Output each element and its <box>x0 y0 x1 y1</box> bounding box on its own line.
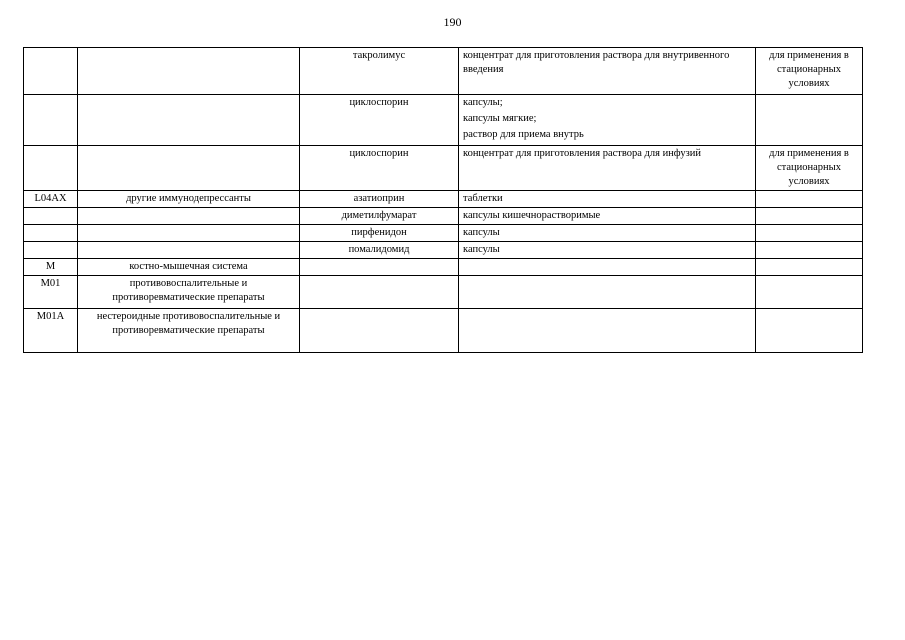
atc-code-cell <box>24 242 78 259</box>
note-cell: для применения в стационарных условиях <box>756 146 863 191</box>
page-number: 190 <box>443 15 462 29</box>
note-cell <box>756 309 863 353</box>
table-row <box>24 242 863 259</box>
table-row <box>24 146 863 191</box>
atc-group-cell <box>78 208 300 225</box>
note-cell <box>756 191 863 208</box>
note-cell: для применения в стационарных условиях <box>756 48 863 95</box>
note-cell <box>756 276 863 309</box>
dosage-form-line: капсулы; <box>463 97 503 108</box>
atc-code-cell: M01 <box>24 276 78 309</box>
dosage-form-cell <box>459 242 756 259</box>
atc-group-cell: противовоспалительные и противоревматические препараты <box>78 276 300 309</box>
table-row <box>24 225 863 242</box>
table-row <box>24 276 863 309</box>
inn-cell: циклоспорин <box>300 95 459 146</box>
inn-cell: азатиоприн <box>300 191 459 208</box>
dosage-form-cell <box>459 309 756 353</box>
table-row <box>24 208 863 225</box>
atc-group-cell <box>78 48 300 95</box>
inn-cell: циклоспорин <box>300 146 459 191</box>
atc-group-cell: нестероидные противовоспалительные и противоревматические препараты <box>78 309 300 353</box>
atc-group-cell <box>78 146 300 191</box>
dosage-form-line: таблетки <box>463 193 503 204</box>
note-cell <box>756 208 863 225</box>
dosage-form-cell <box>459 225 756 242</box>
inn-cell: диметилфумарат <box>300 208 459 225</box>
atc-code-cell <box>24 48 78 95</box>
table-row <box>24 259 863 276</box>
table-row <box>24 191 863 208</box>
dosage-form-line: капсулы кишечнорастворимые <box>463 210 601 221</box>
dosage-form-cell <box>459 95 756 146</box>
dosage-form-line: раствор для приема внутрь <box>463 129 584 140</box>
note-cell <box>756 95 863 146</box>
dosage-form-cell <box>459 259 756 276</box>
inn-cell <box>300 309 459 353</box>
dosage-form-line: концентрат для приготовления раствора для внутривенного введения <box>463 50 730 75</box>
inn-cell <box>300 259 459 276</box>
inn-cell: такролимус <box>300 48 459 95</box>
table-row <box>24 309 863 353</box>
atc-code-cell <box>24 208 78 225</box>
note-cell <box>756 242 863 259</box>
dosage-form-cell <box>459 191 756 208</box>
table-row <box>24 95 863 146</box>
dosage-form-cell <box>459 48 756 95</box>
atc-code-cell: L04AX <box>24 191 78 208</box>
drug-table <box>23 47 863 353</box>
inn-cell: помалидомид <box>300 242 459 259</box>
atc-code-cell <box>24 95 78 146</box>
atc-group-cell: другие иммунодепрессанты <box>78 191 300 208</box>
dosage-form-cell <box>459 208 756 225</box>
dosage-form-line: капсулы <box>463 227 500 238</box>
atc-group-cell <box>78 242 300 259</box>
atc-group-cell <box>78 95 300 146</box>
note-cell <box>756 259 863 276</box>
inn-cell: пирфенидон <box>300 225 459 242</box>
inn-cell <box>300 276 459 309</box>
dosage-form-cell <box>459 276 756 309</box>
dosage-form-line: капсулы мягкие; <box>463 113 537 124</box>
atc-code-cell: M <box>24 259 78 276</box>
atc-code-cell <box>24 146 78 191</box>
table-row <box>24 48 863 95</box>
atc-code-cell: M01A <box>24 309 78 353</box>
atc-code-cell <box>24 225 78 242</box>
dosage-form-line: капсулы <box>463 244 500 255</box>
dosage-form-cell <box>459 146 756 191</box>
note-cell <box>756 225 863 242</box>
dosage-form-line: концентрат для приготовления раствора для инфузий <box>463 148 701 159</box>
atc-group-cell: костно-мышечная система <box>78 259 300 276</box>
atc-group-cell <box>78 225 300 242</box>
